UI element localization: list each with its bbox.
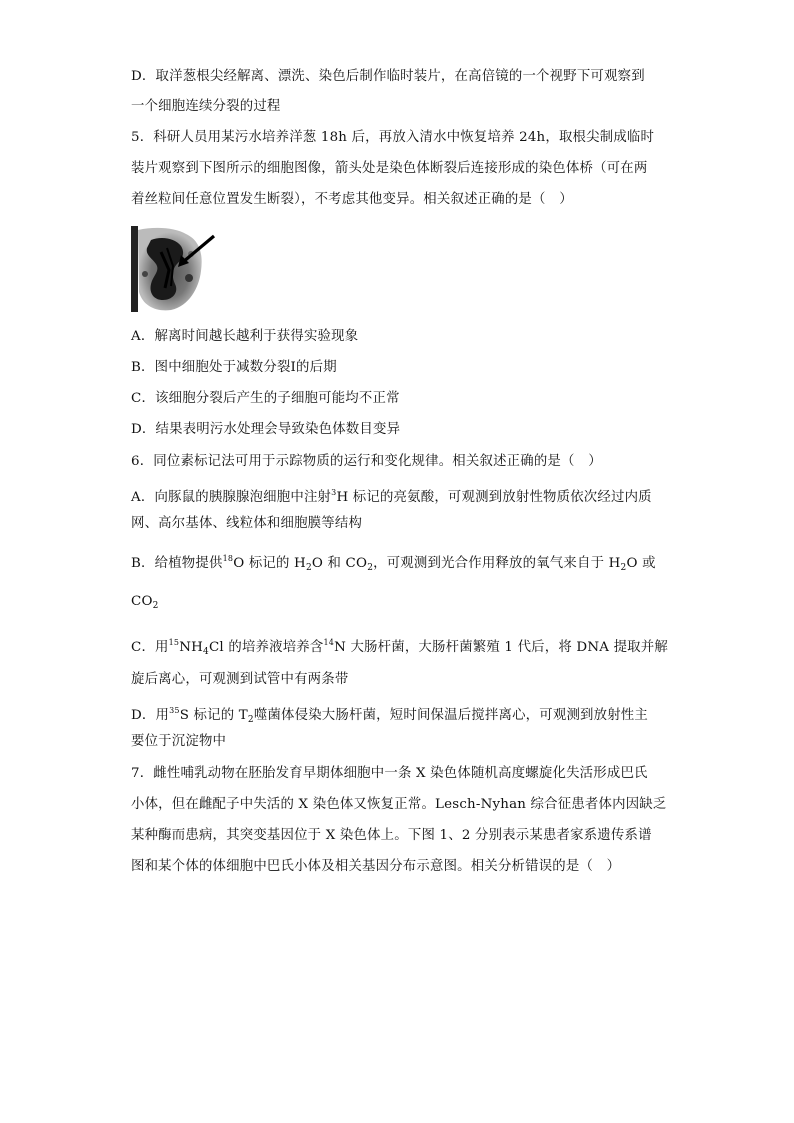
q5-option-d: D．结果表明污水处理会导致染色体数目变异 [131, 422, 401, 437]
q5-stem-line1: 5．科研人员用某污水培养洋葱 18h 后，再放入清水中恢复培养 24h，取根尖制成临时 [131, 130, 655, 145]
q6-option-c-line1: C．用$^{15}NH_4Cl$ 的培养液培养含$^{14}$N 大肠杆菌，大肠杆菌繁殖 1 代后，将 DNA 提取并解 [131, 638, 668, 657]
q6-option-c-line2: 旋后离心，可观测到试管中有两条带 [131, 672, 349, 687]
q6-stem: 6．同位素标记法可用于示踪物质的运行和变化规律。相关叙述正确的是（ ） [131, 454, 602, 469]
q4-option-d-line2: 一个细胞连续分裂的过程 [131, 99, 281, 114]
q5-option-a: A．解离时间越长越利于获得实验现象 [131, 329, 359, 344]
chromosome-bridge-micrograph [131, 226, 217, 312]
q7-stem-line2: 小体，但在雌配子中失活的 X 染色体又恢复正常。Lesch-Nyhan 综合征患者体内因缺乏 [131, 797, 667, 812]
q7-stem-line1: 7．雌性哺乳动物在胚胎发育早期体细胞中一条 X 染色体随机高度螺旋化失活形成巴氏 [131, 766, 648, 781]
q6-option-a-line1: A．向豚鼠的胰腺腺泡细胞中注射$^3$H 标记的亮氨酸，可观测到放射性物质依次经过内质 [131, 488, 652, 505]
q6-option-b-line1: B．给植物提供$^{18}$O 标记的 $H_2O$ 和 $CO_2$，可观测到光合作用释放的氧气来自于 $H_2O$ 或 [131, 554, 656, 573]
q6-option-d-line2: 要位于沉淀物中 [131, 734, 227, 749]
q6-option-d-line1: D．用$^{35}$S 标记的 $T_2$噬菌体侵染大肠杆菌，短时间保温后搅拌离心，可观测到放射性主 [131, 706, 648, 725]
q5-option-c: C．该细胞分裂后产生的子细胞可能均不正常 [131, 391, 400, 406]
q7-stem-line4: 图和某个体的体细胞中巴氏小体及相关基因分布示意图。相关分析错误的是（ ） [131, 859, 621, 874]
q5-stem-line3: 着丝粒间任意位置发生断裂），不考虑其他变异。相关叙述正确的是（ ） [131, 192, 573, 207]
q7-stem-line3: 某种酶而患病，其突变基因位于 X 染色体上。下图 1、2 分别表示某患者家系遗传系谱 [131, 828, 652, 843]
q4-option-d-line1: D．取洋葱根尖经解离、漂洗、染色后制作临时装片，在高倍镜的一个视野下可观察到 [131, 69, 645, 84]
q6-option-a-line2: 网、高尔基体、线粒体和细胞膜等结构 [131, 516, 363, 531]
q5-option-b: B．图中细胞处于减数分裂Ⅰ的后期 [131, 360, 337, 375]
q5-stem-line2: 装片观察到下图所示的细胞图像，箭头处是染色体断裂后连接形成的染色体桥（可在两 [131, 161, 648, 176]
q6-option-b-line2: $CO_2$ [131, 594, 159, 611]
